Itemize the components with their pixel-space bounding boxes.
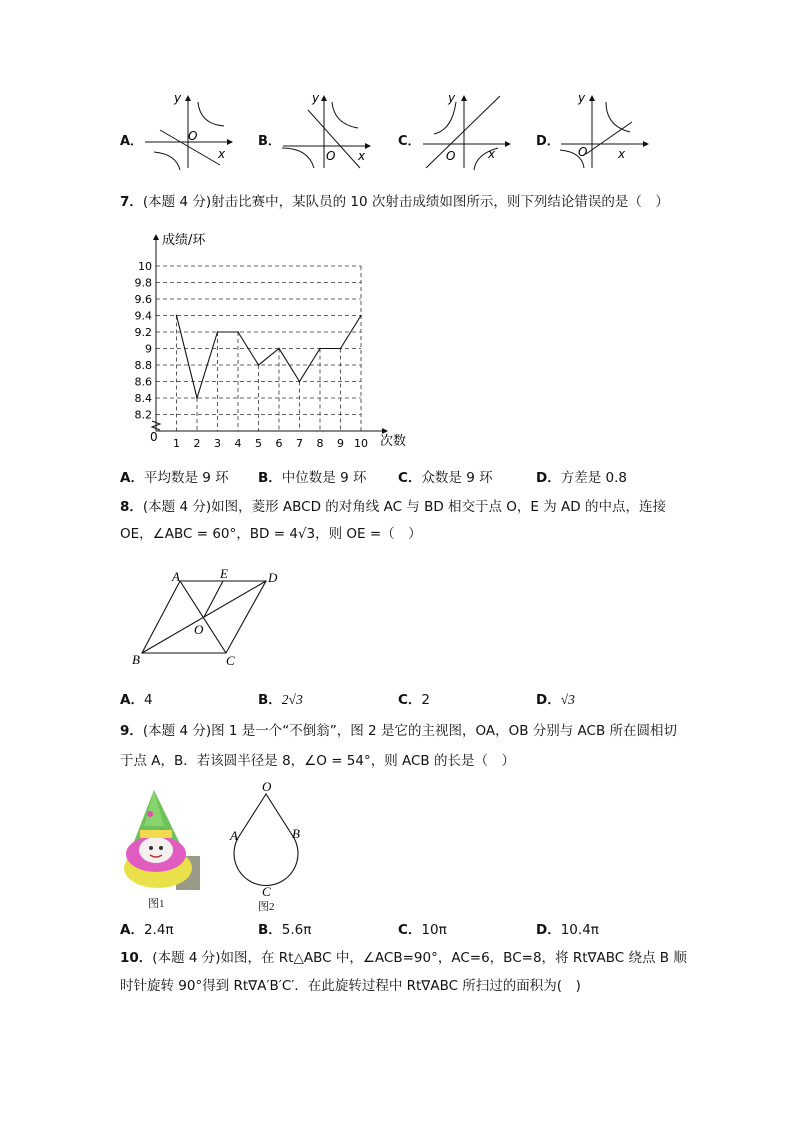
q7-option-d[interactable]: D．方差是 0.8: [536, 470, 627, 486]
chart-point: [340, 348, 342, 350]
chart-xtick-label: 3: [214, 437, 221, 450]
q8-stem-line1: [120, 497, 666, 517]
q6-graph-a: [140, 90, 240, 170]
chart-point: [196, 397, 198, 399]
chart-xtick-label: 4: [234, 437, 242, 450]
q6-option-b-letter[interactable]: B．: [258, 134, 281, 149]
q8-rhombus-figure: [128, 566, 288, 670]
q8-label-c: C: [226, 653, 235, 668]
chart-xtick-label: 8: [316, 437, 324, 450]
chart-xtick-label: 6: [275, 437, 283, 450]
q9-option-a[interactable]: A．2.4π: [120, 922, 174, 938]
chart-point: [258, 364, 260, 366]
chart-ytick-label: 8.2: [134, 408, 152, 422]
chart-xtick-label: 5: [255, 437, 262, 450]
q10-text-line1: (本题 4 分)如图，在 Rt△ABC 中，∠ACB=90°，AC=6，BC=8，将 Rt∇ABC 绕点 B 顺: [152, 950, 687, 966]
q6-a-origin: O: [188, 129, 198, 143]
q10-stem-line1: [120, 948, 687, 968]
q6-c-axis-y: y: [448, 91, 456, 105]
q9-text-line1: (本题 4 分)图 1 是一个“不倒翁”，图 2 是它的主视图，OA，OB 分别与 ACB 所在圆相切: [142, 723, 678, 739]
chart-ytick-label: 8.4: [134, 392, 152, 405]
q6-d-axis-y: y: [578, 91, 586, 105]
q7-number: 7．: [120, 194, 143, 210]
q8-text-line1: (本题 4 分)如图，菱形 ABCD 的对角线 AC 与 BD 相交于点 O，E 为 AD 的中点，连接: [142, 499, 666, 515]
chart-xtick-label: 1: [173, 437, 180, 450]
q6-c-origin: O: [446, 149, 456, 163]
q6-b-axis-y: y: [312, 91, 320, 105]
q7-option-b[interactable]: B．中位数是 9 环: [258, 470, 367, 486]
q9-label-c: C: [262, 884, 271, 898]
q8-number: 8．: [120, 499, 143, 515]
chart-xtick-label: 7: [296, 437, 303, 450]
q9-option-d[interactable]: D．10.4π: [536, 922, 599, 938]
q6-a-axis-y: y: [174, 91, 182, 105]
q9-label-b: B: [292, 826, 300, 841]
chart-point: [237, 331, 239, 333]
chart-point: [217, 331, 219, 333]
chart-y-axis-arrow: [153, 234, 159, 240]
chart-point: [176, 315, 178, 317]
q6-d-origin: O: [578, 145, 588, 159]
chart-ytick-label: 8.8: [134, 359, 152, 372]
chart-ylabel: 成绩/环: [162, 233, 206, 248]
chart-point: [278, 348, 280, 350]
q9-option-b[interactable]: B．5.6π: [258, 922, 312, 938]
q9-label-a: A: [230, 828, 238, 843]
q6-c-axis-x: x: [488, 147, 496, 161]
q6-b-axis-x: x: [358, 149, 366, 163]
q7-option-a[interactable]: A．平均数是 9 环: [120, 470, 229, 486]
chart-ytick-label: 10: [138, 260, 152, 273]
q8-option-d[interactable]: D．√3: [536, 692, 575, 708]
q9-front-view-figure: [222, 780, 312, 898]
chart-xtick-label: 2: [193, 437, 201, 450]
q6-graph-c: [418, 90, 518, 170]
q10-stem-line2: 时针旋转 90°得到 Rt∇A′B′C′．在此旋转过程中 Rt∇ABC 所扫过的面积为( ): [120, 978, 581, 994]
chart-point: [360, 315, 362, 317]
q6-b-origin: O: [326, 149, 336, 163]
q8-option-a[interactable]: A．4: [120, 692, 153, 708]
chart-ytick-label: 9.8: [134, 276, 152, 290]
q9-option-c[interactable]: C．10π: [398, 922, 447, 938]
q6-option-a-letter[interactable]: A．: [120, 134, 144, 149]
chart-series-line: [177, 316, 362, 399]
q6-d-axis-x: x: [618, 147, 626, 161]
q8-label-a: A: [172, 569, 180, 584]
q7-text: (本题 4 分)射击比赛中，某队员的 10 次射击成绩如图所示，则下列结论错误的是（ ）: [142, 194, 669, 210]
q6-a-axis-x: x: [218, 147, 226, 161]
q7-stem: [120, 192, 669, 212]
q6-graph-b: [278, 90, 378, 170]
q8-option-c[interactable]: C．2: [398, 692, 431, 708]
q7-option-c[interactable]: C．众数是 9 环: [398, 470, 493, 486]
q6-options-row: [0, 90, 794, 170]
q6-option-d-letter[interactable]: D．: [536, 134, 560, 149]
chart-ytick-label: 9.2: [134, 326, 152, 339]
q6-graph-d: [556, 90, 656, 170]
q9-number: 9．: [120, 723, 143, 739]
q9-stem-line2: 于点 A，B．若该圆半径是 8，∠O = 54°，则 ACB 的长是（ ）: [120, 753, 515, 769]
chart-origin-label: 0: [150, 430, 158, 444]
q9-fig1-caption: 图1: [148, 898, 165, 910]
chart-ytick-label: 8.6: [134, 375, 152, 389]
q9-stem-line1: [120, 721, 677, 741]
chart-point: [299, 381, 301, 383]
q7-line-chart: [130, 226, 420, 456]
chart-xlabel: 次数: [380, 434, 407, 449]
chart-ytick-label: 9: [145, 342, 152, 356]
q8-stem-line2: OE，∠ABC = 60°，BD = 4√3，则 OE =（ ）: [120, 526, 422, 542]
chart-ytick-label: 9.4: [134, 309, 152, 323]
chart-xtick-label: 10: [354, 437, 368, 450]
q8-option-b[interactable]: B．2√3: [258, 692, 303, 708]
chart-ytick-label: 9.6: [134, 293, 152, 306]
q8-label-o: O: [194, 622, 204, 637]
q8-label-b: B: [132, 652, 140, 667]
q6-option-c-letter[interactable]: C．: [398, 134, 421, 149]
q8-label-e: E: [220, 566, 228, 581]
q9-fig2-caption: 图2: [258, 901, 275, 913]
q9-tumbler-photo: [120, 786, 200, 890]
q8-label-d: D: [268, 570, 278, 585]
q9-label-o: O: [262, 780, 272, 794]
chart-xtick-label: 9: [337, 437, 344, 450]
q10-number: 10．: [120, 950, 153, 966]
chart-point: [319, 348, 321, 350]
chart-axis-break: [152, 421, 160, 430]
